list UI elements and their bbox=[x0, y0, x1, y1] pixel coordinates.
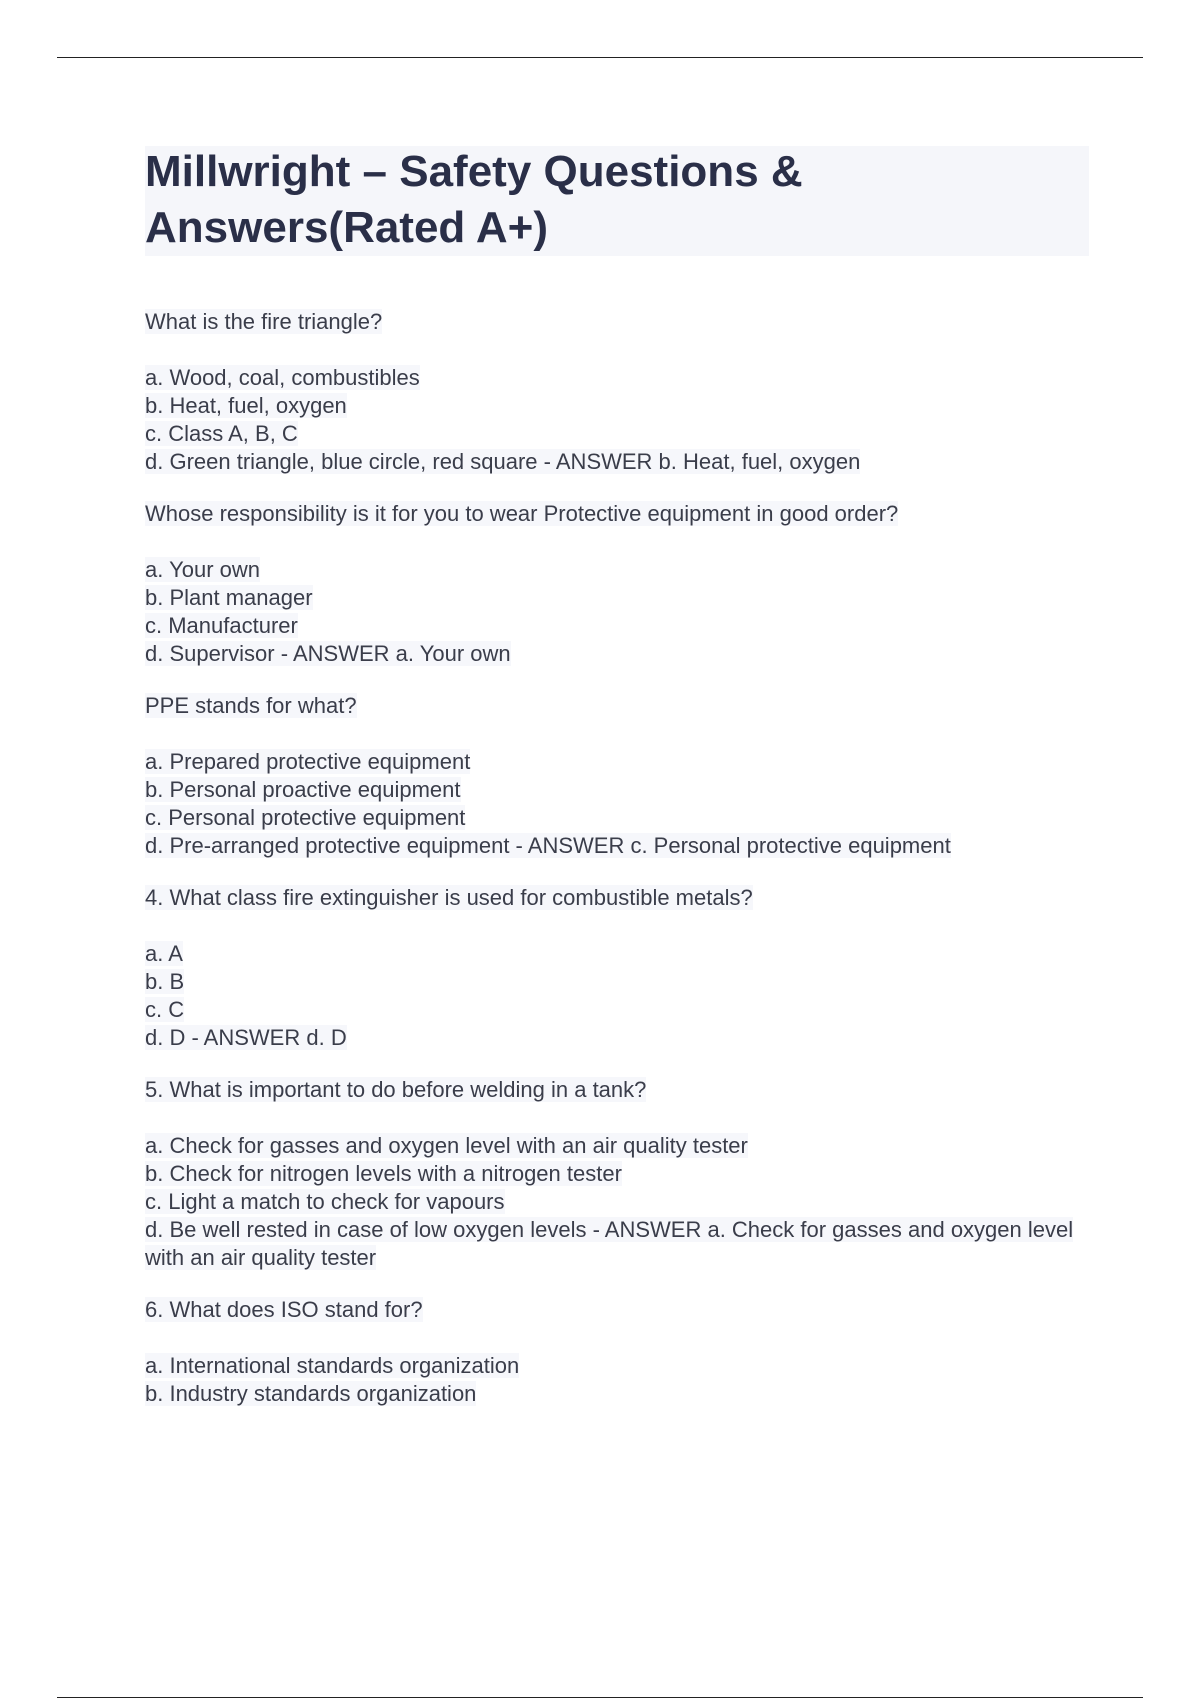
option-item: b. Check for nitrogen levels with a nitrogen tester bbox=[145, 1161, 622, 1186]
question-block bbox=[145, 1296, 1105, 1408]
question-text: Whose responsibility is it for you to wear Protective equipment in good order? bbox=[145, 501, 899, 526]
question-text: 6. What does ISO stand for? bbox=[145, 1297, 423, 1322]
option-item: a. International standards organization bbox=[145, 1353, 520, 1378]
option-list bbox=[145, 748, 1105, 860]
option-item: d. D - ANSWER d. D bbox=[145, 1025, 347, 1050]
question-text: What is the fire triangle? bbox=[145, 309, 383, 334]
option-item: a. Wood, coal, combustibles bbox=[145, 365, 420, 390]
question-block bbox=[145, 308, 1105, 476]
option-item: b. B bbox=[145, 969, 185, 994]
option-item: a. Check for gasses and oxygen level with an air quality tester bbox=[145, 1133, 748, 1158]
option-item: b. Industry standards organization bbox=[145, 1381, 477, 1406]
option-list bbox=[145, 1352, 1105, 1408]
question-block bbox=[145, 884, 1105, 1052]
question-text: PPE stands for what? bbox=[145, 693, 357, 718]
option-item: d. Green triangle, blue circle, red square - ANSWER b. Heat, fuel, oxygen bbox=[145, 449, 861, 474]
title-block bbox=[145, 146, 1089, 256]
question-text: 5. What is important to do before welding in a tank? bbox=[145, 1077, 647, 1102]
option-list bbox=[145, 364, 1105, 476]
option-item: c. C bbox=[145, 997, 185, 1022]
question-text: 4. What class fire extinguisher is used for combustible metals? bbox=[145, 885, 753, 910]
option-item: d. Supervisor - ANSWER a. Your own bbox=[145, 641, 511, 666]
option-item: a. Prepared protective equipment bbox=[145, 749, 471, 774]
option-item: a. A bbox=[145, 941, 183, 966]
document-title: Millwright – Safety Questions & Answers(Rated A+) bbox=[145, 147, 803, 252]
option-item: c. Class A, B, C bbox=[145, 421, 298, 446]
question-block bbox=[145, 692, 1105, 860]
option-item: c. Light a match to check for vapours bbox=[145, 1189, 505, 1214]
option-item: b. Heat, fuel, oxygen bbox=[145, 393, 347, 418]
option-item: d. Pre-arranged protective equipment - ANSWER c. Personal protective equipment bbox=[145, 833, 951, 858]
option-list bbox=[145, 1132, 1105, 1272]
question-block bbox=[145, 500, 1105, 668]
question-list bbox=[145, 308, 1105, 1408]
option-item: b. Personal proactive equipment bbox=[145, 777, 461, 802]
option-item: a. Your own bbox=[145, 557, 260, 582]
option-item: c. Personal protective equipment bbox=[145, 805, 466, 830]
bottom-rule bbox=[57, 1697, 1143, 1698]
option-item: c. Manufacturer bbox=[145, 613, 298, 638]
top-rule bbox=[57, 57, 1143, 58]
option-list bbox=[145, 556, 1105, 668]
option-item: b. Plant manager bbox=[145, 585, 313, 610]
option-list bbox=[145, 940, 1105, 1052]
option-item: d. Be well rested in case of low oxygen levels - ANSWER a. Check for gasses and oxygen level with an air quality tester bbox=[145, 1217, 1074, 1270]
question-block bbox=[145, 1076, 1105, 1272]
